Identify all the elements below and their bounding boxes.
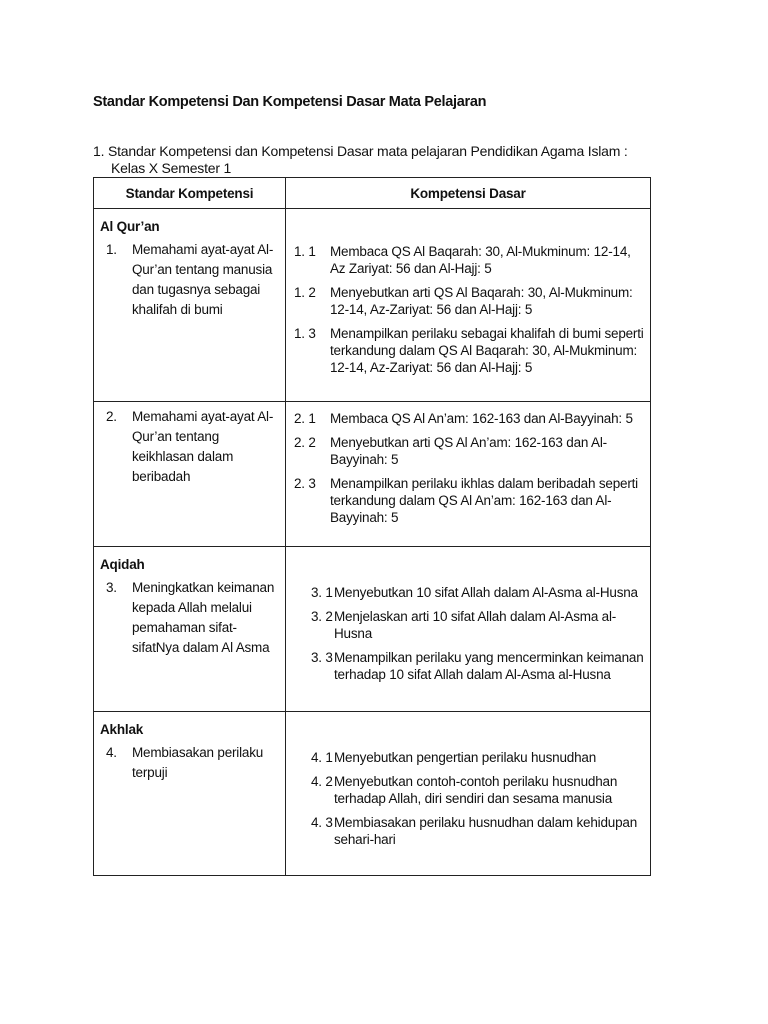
kd-list bbox=[294, 410, 650, 526]
list-item bbox=[294, 325, 650, 376]
intro-line-2: Kelas X Semester 1 bbox=[111, 160, 232, 176]
kd-cell bbox=[286, 209, 651, 402]
table-row bbox=[94, 712, 651, 876]
sk-cell bbox=[94, 547, 286, 712]
kd-text: Menampilkan perilaku yang mencerminkan keimanan terhadap 10 sifat Allah dalam Al-Asma al-Husna bbox=[334, 650, 644, 682]
header-standar-kompetensi: Standar Kompetensi bbox=[94, 178, 286, 209]
kd-text: Menampilkan perilaku ikhlas dalam beribadah seperti terkandung dalam QS Al An’am: 162-163 dan Al-Bayyinah: 5 bbox=[330, 476, 638, 525]
kd-text: Menyebutkan contoh-contoh perilaku husnudhan terhadap Allah, diri sendiri dan sesama manusia bbox=[334, 774, 618, 806]
table-row bbox=[94, 547, 651, 712]
table-header-row bbox=[94, 178, 651, 209]
kd-number: 4. 2 bbox=[311, 774, 333, 789]
list-item bbox=[294, 475, 650, 526]
table-row bbox=[94, 402, 651, 547]
list-item bbox=[294, 434, 650, 468]
kd-cell bbox=[286, 402, 651, 547]
list-item bbox=[294, 284, 650, 318]
intro-line-1: 1. Standar Kompetensi dan Kompetensi Dasar mata pelajaran Pendidikan Agama Islam : bbox=[93, 143, 628, 159]
kd-text: Menjelaskan arti 10 sifat Allah dalam Al-Asma al-Husna bbox=[334, 609, 617, 641]
kd-list bbox=[311, 749, 650, 848]
list-item bbox=[311, 608, 650, 642]
list-item bbox=[294, 410, 650, 427]
sk-item bbox=[100, 407, 285, 487]
sk-text: Memahami ayat-ayat Al-Qur’an tentang keikhlasan dalam beribadah bbox=[132, 409, 274, 484]
section-title: Aqidah bbox=[100, 557, 145, 572]
list-item bbox=[311, 749, 650, 766]
list-item bbox=[311, 814, 650, 848]
competency-table bbox=[93, 177, 651, 876]
kd-number: 3. 2 bbox=[311, 609, 333, 624]
kd-number: 2. 3 bbox=[294, 476, 316, 491]
header-kompetensi-dasar: Kompetensi Dasar bbox=[286, 178, 651, 209]
kd-number: 1. 1 bbox=[294, 244, 316, 259]
sk-item bbox=[100, 743, 285, 783]
sk-number: 4. bbox=[106, 745, 117, 760]
kd-text: Membaca QS Al An’am: 162-163 dan Al-Bayyinah: 5 bbox=[330, 411, 633, 426]
kd-cell bbox=[286, 712, 651, 876]
sk-text: Membiasakan perilaku terpuji bbox=[132, 745, 264, 780]
kd-number: 1. 2 bbox=[294, 285, 316, 300]
sk-cell bbox=[94, 402, 286, 547]
sk-number: 3. bbox=[106, 580, 117, 595]
kd-number: 3. 3 bbox=[311, 650, 333, 665]
kd-text: Menampilkan perilaku sebagai khalifah di bumi seperti terkandung dalam QS Al Baqarah: 30, Al-Mukminum: 12-14, Az-Zariyat: 56 dan Al-Hajj: 5 bbox=[330, 326, 644, 375]
kd-number: 3. 1 bbox=[311, 585, 333, 600]
sk-cell bbox=[94, 209, 286, 402]
kd-number: 2. 1 bbox=[294, 411, 316, 426]
sk-cell bbox=[94, 712, 286, 876]
sk-text: Memahami ayat-ayat Al-Qur’an tentang manusia dan tugasnya sebagai khalifah di bumi bbox=[132, 242, 274, 317]
list-item bbox=[294, 243, 650, 277]
page-title: Standar Kompetensi Dan Kompetensi Dasar Mata Pelajaran bbox=[93, 94, 487, 110]
sk-text: Meningkatkan keimanan kepada Allah melalui pemahaman sifat-sifatNya dalam Al Asma bbox=[132, 580, 275, 655]
kd-text: Membaca QS Al Baqarah: 30, Al-Mukminum: 12-14, Az Zariyat: 56 dan Al-Hajj: 5 bbox=[330, 244, 631, 276]
kd-text: Menyebutkan pengertian perilaku husnudhan bbox=[334, 750, 596, 765]
list-item bbox=[311, 649, 650, 683]
kd-text: Membiasakan perilaku husnudhan dalam kehidupan sehari-hari bbox=[334, 815, 638, 847]
sk-number: 1. bbox=[106, 242, 117, 257]
kd-number: 4. 1 bbox=[311, 750, 333, 765]
kd-cell bbox=[286, 547, 651, 712]
kd-list bbox=[311, 584, 650, 683]
kd-text: Menyebutkan arti QS Al Baqarah: 30, Al-Mukminum: 12-14, Az-Zariyat: 56 dan Al-Hajj: 5 bbox=[330, 285, 633, 317]
intro-text bbox=[93, 143, 628, 177]
kd-text: Menyebutkan arti QS Al An’am: 162-163 dan Al-Bayyinah: 5 bbox=[330, 435, 607, 467]
kd-text: Menyebutkan 10 sifat Allah dalam Al-Asma al-Husna bbox=[334, 585, 638, 600]
kd-number: 2. 2 bbox=[294, 435, 316, 450]
kd-number: 1. 3 bbox=[294, 326, 316, 341]
section-title: Akhlak bbox=[100, 722, 144, 737]
sk-number: 2. bbox=[106, 409, 117, 424]
list-item bbox=[311, 584, 650, 601]
section-title: Al Qur’an bbox=[100, 219, 160, 234]
kd-list bbox=[294, 243, 650, 376]
list-item bbox=[311, 773, 650, 807]
kd-number: 4. 3 bbox=[311, 815, 333, 830]
table-row bbox=[94, 209, 651, 402]
sk-item bbox=[100, 578, 285, 658]
sk-item bbox=[100, 240, 285, 320]
